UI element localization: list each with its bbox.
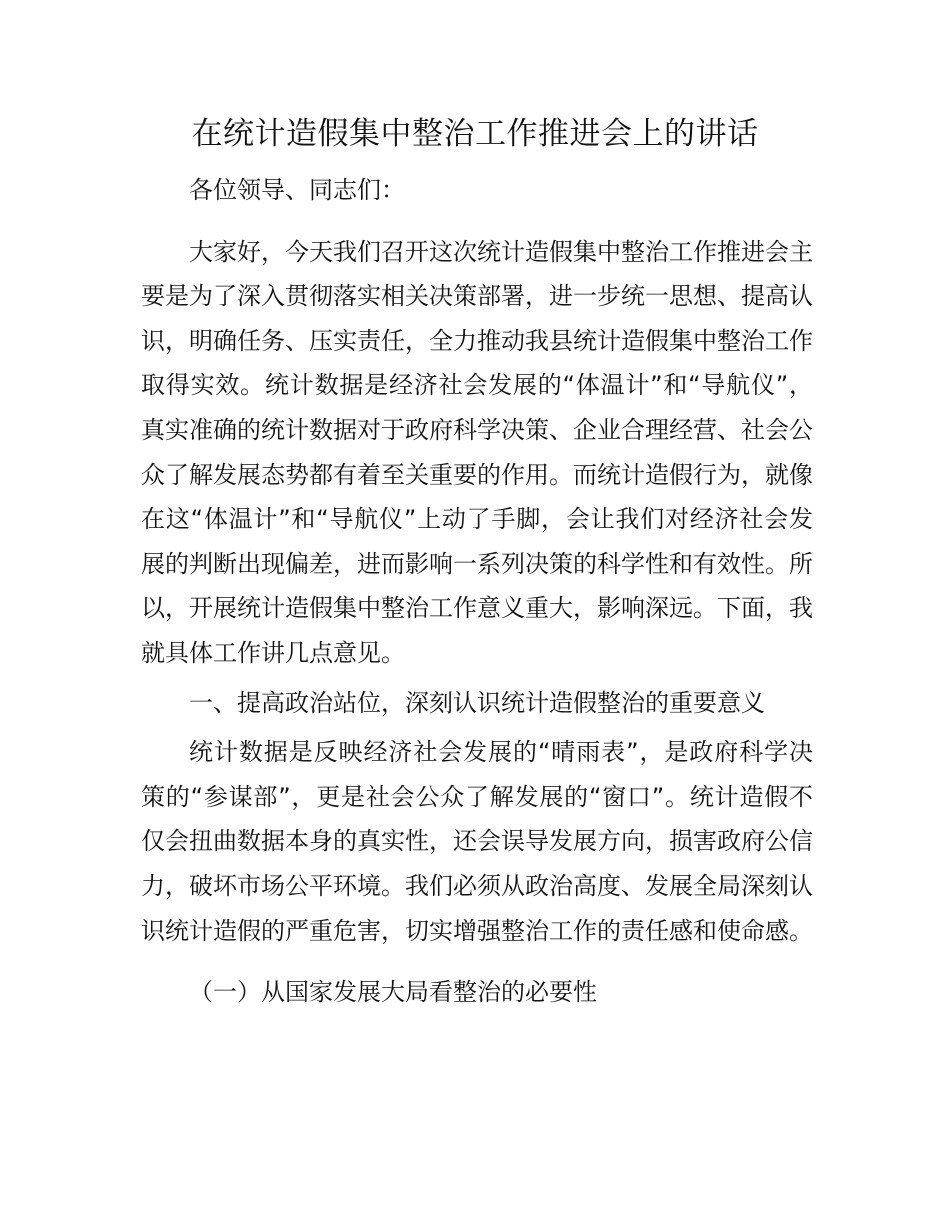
document-title: 在统计造假集中整治工作推进会上的讲话: [191, 116, 759, 152]
subsection-heading-1: （一）从国家发展大局看整治的必要性: [189, 978, 597, 1007]
paragraph-section-1: 统计数据是反映经济社会发展的“晴雨表”，是政府科学决策的“参谋部”，更是社会公众了解发展的“窗口”。统计造假不仅会扭曲数据本身的真实性，还会误导发展方向，损害政府公信力，破坏市场公平环境。我们必须从政治高度、发展全局深刻认识统计造假的严重危害，切实增强整治工作的责任感和使命感。: [141, 738, 813, 945]
document-body: [141, 168, 813, 1015]
salutation: 各位领导、同志们：: [189, 176, 405, 204]
section-heading-1: 一、提高政治站位，深刻认识统计造假整治的重要意义: [189, 688, 765, 717]
paragraph-intro: 大家好，今天我们召开这次统计造假集中整治工作推进会主要是为了深入贯彻落实相关决策部署，进一步统一思想、提高认识，明确任务、压实责任，全力推动我县统计造假集中整治工作取得实效。统计数据是经济社会发展的“体温计”和“导航仪”，真实准确的统计数据对于政府科学决策、企业合理经营、社会公众了解发展态势都有着至关重要的作用。而统计造假行为，就像在这“体温计”和“导航仪”上动了手脚，会让我们对经济社会发展的判断出现偏差，进而影响一系列决策的科学性和有效性。所以，开展统计造假集中整治工作意义重大，影响深远。下面，我就具体工作讲几点意见。: [141, 237, 813, 667]
